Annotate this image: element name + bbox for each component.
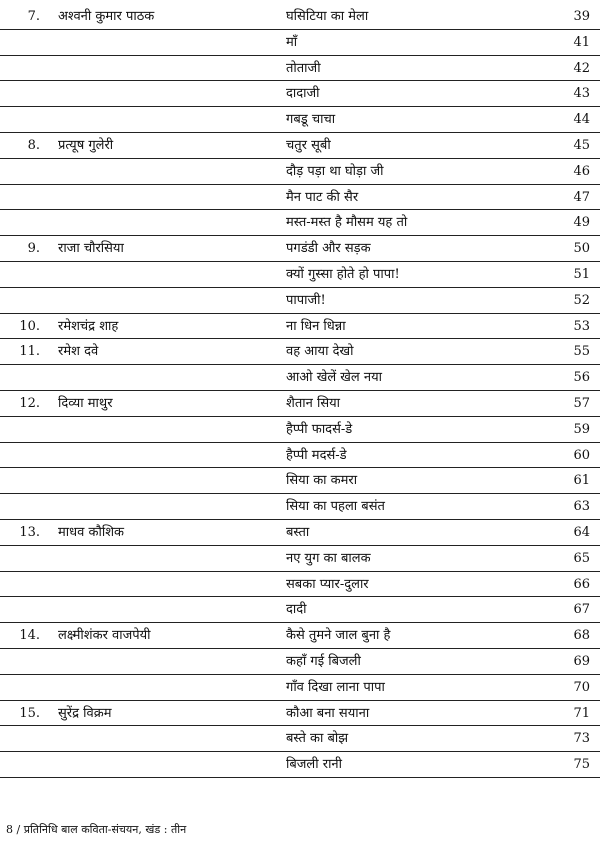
- toc-row: [0, 623, 600, 649]
- author-name: लक्ष्मीशंकर वाजपेयी: [58, 628, 151, 644]
- table-of-contents: [0, 4, 600, 778]
- poem-title: दौड़ पड़ा था घोड़ा जी: [286, 163, 384, 179]
- author-name: अश्वनी कुमार पाठक: [58, 9, 155, 24]
- poem-title: घसिटिया का मेला: [286, 9, 369, 24]
- author-number: 9.: [27, 241, 40, 257]
- poem-title: कहाँ गई बिजली: [286, 653, 361, 669]
- toc-row: [0, 81, 600, 107]
- page-number: 61: [573, 473, 590, 489]
- page-number: 67: [573, 602, 590, 618]
- poem-title: दादाजी: [286, 86, 320, 102]
- author-number: 8.: [27, 137, 40, 153]
- poem-title: बिजली रानी: [286, 757, 343, 773]
- toc-row: [0, 726, 600, 752]
- toc-row: [0, 30, 600, 56]
- page-number: 45: [573, 137, 590, 153]
- page-number: 56: [573, 370, 590, 386]
- poem-title: पगडंडी और सड़क: [286, 241, 371, 257]
- toc-row: [0, 572, 600, 598]
- toc-row: [0, 675, 600, 701]
- page-number: 68: [573, 628, 590, 644]
- page-number: 73: [573, 731, 590, 747]
- author-number: 13.: [19, 524, 40, 540]
- author-number: 14.: [19, 628, 40, 644]
- poem-title: क्यों गुस्सा होते हो पापा!: [286, 266, 400, 282]
- poem-title: कैसे तुमने जाल बुना है: [286, 628, 391, 644]
- toc-row: [0, 262, 600, 288]
- page-number: 63: [573, 499, 590, 515]
- poem-title: तोताजी: [286, 60, 321, 76]
- toc-row: [0, 159, 600, 185]
- toc-row: [0, 107, 600, 133]
- page-number: 59: [573, 421, 590, 437]
- page-number: 44: [573, 112, 590, 128]
- page-number: 55: [573, 344, 590, 360]
- toc-row: [0, 494, 600, 520]
- page-number: 69: [573, 653, 590, 669]
- page-number: 43: [573, 86, 590, 102]
- page-number: 66: [573, 576, 590, 592]
- toc-row: [0, 365, 600, 391]
- toc-row: [0, 314, 600, 340]
- poem-title: सबका प्यार-दुलार: [286, 576, 369, 592]
- poem-title: कौआ बना सयाना: [286, 705, 370, 721]
- toc-row: [0, 520, 600, 546]
- poem-title: मैन पाट की सैर: [286, 189, 359, 205]
- poem-title: गाँव दिखा लाना पापा: [286, 679, 385, 695]
- page-number: 49: [573, 215, 590, 231]
- toc-row: [0, 752, 600, 778]
- poem-title: गबडू चाचा: [286, 112, 336, 128]
- toc-row: [0, 546, 600, 572]
- author-name: रमेश दवे: [58, 344, 99, 360]
- page-number: 46: [573, 163, 590, 179]
- author-number: 10.: [19, 318, 40, 334]
- poem-title: हैप्पी फादर्स-डे: [286, 421, 353, 437]
- author-name: माधव कौशिक: [58, 524, 125, 540]
- poem-title: आओ खेलें खेल नया: [286, 370, 383, 386]
- poem-title: ना धिन धिन्ना: [286, 318, 346, 334]
- poem-title: पापाजी!: [286, 292, 326, 308]
- poem-title: शैतान सिया: [286, 395, 341, 411]
- author-name: रमेशचंद्र शाह: [58, 318, 119, 334]
- page-number: 50: [573, 241, 590, 257]
- toc-row: [0, 133, 600, 159]
- poem-title: माँ: [286, 34, 298, 50]
- poem-title: बस्ते का बोझ: [286, 731, 349, 747]
- page-number: 71: [573, 705, 590, 721]
- author-name: राजा चौरसिया: [58, 241, 124, 257]
- page-number: 75: [573, 757, 590, 773]
- author-number: 15.: [19, 705, 40, 721]
- toc-row: [0, 391, 600, 417]
- toc-row: [0, 288, 600, 314]
- toc-row: [0, 417, 600, 443]
- page-number: 60: [573, 447, 590, 463]
- toc-row: [0, 468, 600, 494]
- page-number: 70: [573, 679, 590, 695]
- toc-row: [0, 597, 600, 623]
- poem-title: सिया का पहला बसंत: [286, 499, 385, 515]
- page-number: 39: [573, 9, 590, 24]
- poem-title: मस्त-मस्त है मौसम यह तो: [286, 215, 408, 231]
- toc-row: [0, 701, 600, 727]
- toc-row: [0, 4, 600, 30]
- toc-row: [0, 443, 600, 469]
- toc-row: [0, 236, 600, 262]
- poem-title: दादी: [286, 602, 307, 618]
- author-number: 7.: [27, 9, 40, 24]
- toc-row: [0, 339, 600, 365]
- toc-row: [0, 56, 600, 82]
- page-number: 41: [573, 34, 590, 50]
- author-name: दिव्या माथुर: [58, 395, 113, 411]
- poem-title: नए युग का बालक: [286, 550, 371, 566]
- poem-title: सिया का कमरा: [286, 473, 358, 489]
- row-divider: [0, 777, 600, 778]
- poem-title: वह आया देखो: [286, 344, 354, 360]
- page-number: 52: [573, 292, 590, 308]
- page-footer: 8 / प्रतिनिधि बाल कविता-संचयन, खंड : तीन: [6, 823, 187, 836]
- toc-row: [0, 210, 600, 236]
- toc-row: [0, 185, 600, 211]
- poem-title: चतुर सूबी: [286, 137, 331, 153]
- page-number: 47: [573, 189, 590, 205]
- page-number: 53: [573, 318, 590, 334]
- toc-row: [0, 649, 600, 675]
- author-number: 11.: [19, 344, 40, 360]
- page-number: 51: [573, 266, 590, 282]
- poem-title: बस्ता: [286, 524, 310, 540]
- page-number: 65: [573, 550, 590, 566]
- page-number: 57: [573, 395, 590, 411]
- author-name: सुरेंद्र विक्रम: [58, 705, 112, 721]
- author-name: प्रत्यूष गुलेरी: [58, 137, 114, 153]
- page-number: 42: [573, 60, 590, 76]
- page-number: 64: [573, 524, 590, 540]
- poem-title: हैप्पी मदर्स-डे: [286, 447, 347, 463]
- author-number: 12.: [19, 395, 40, 411]
